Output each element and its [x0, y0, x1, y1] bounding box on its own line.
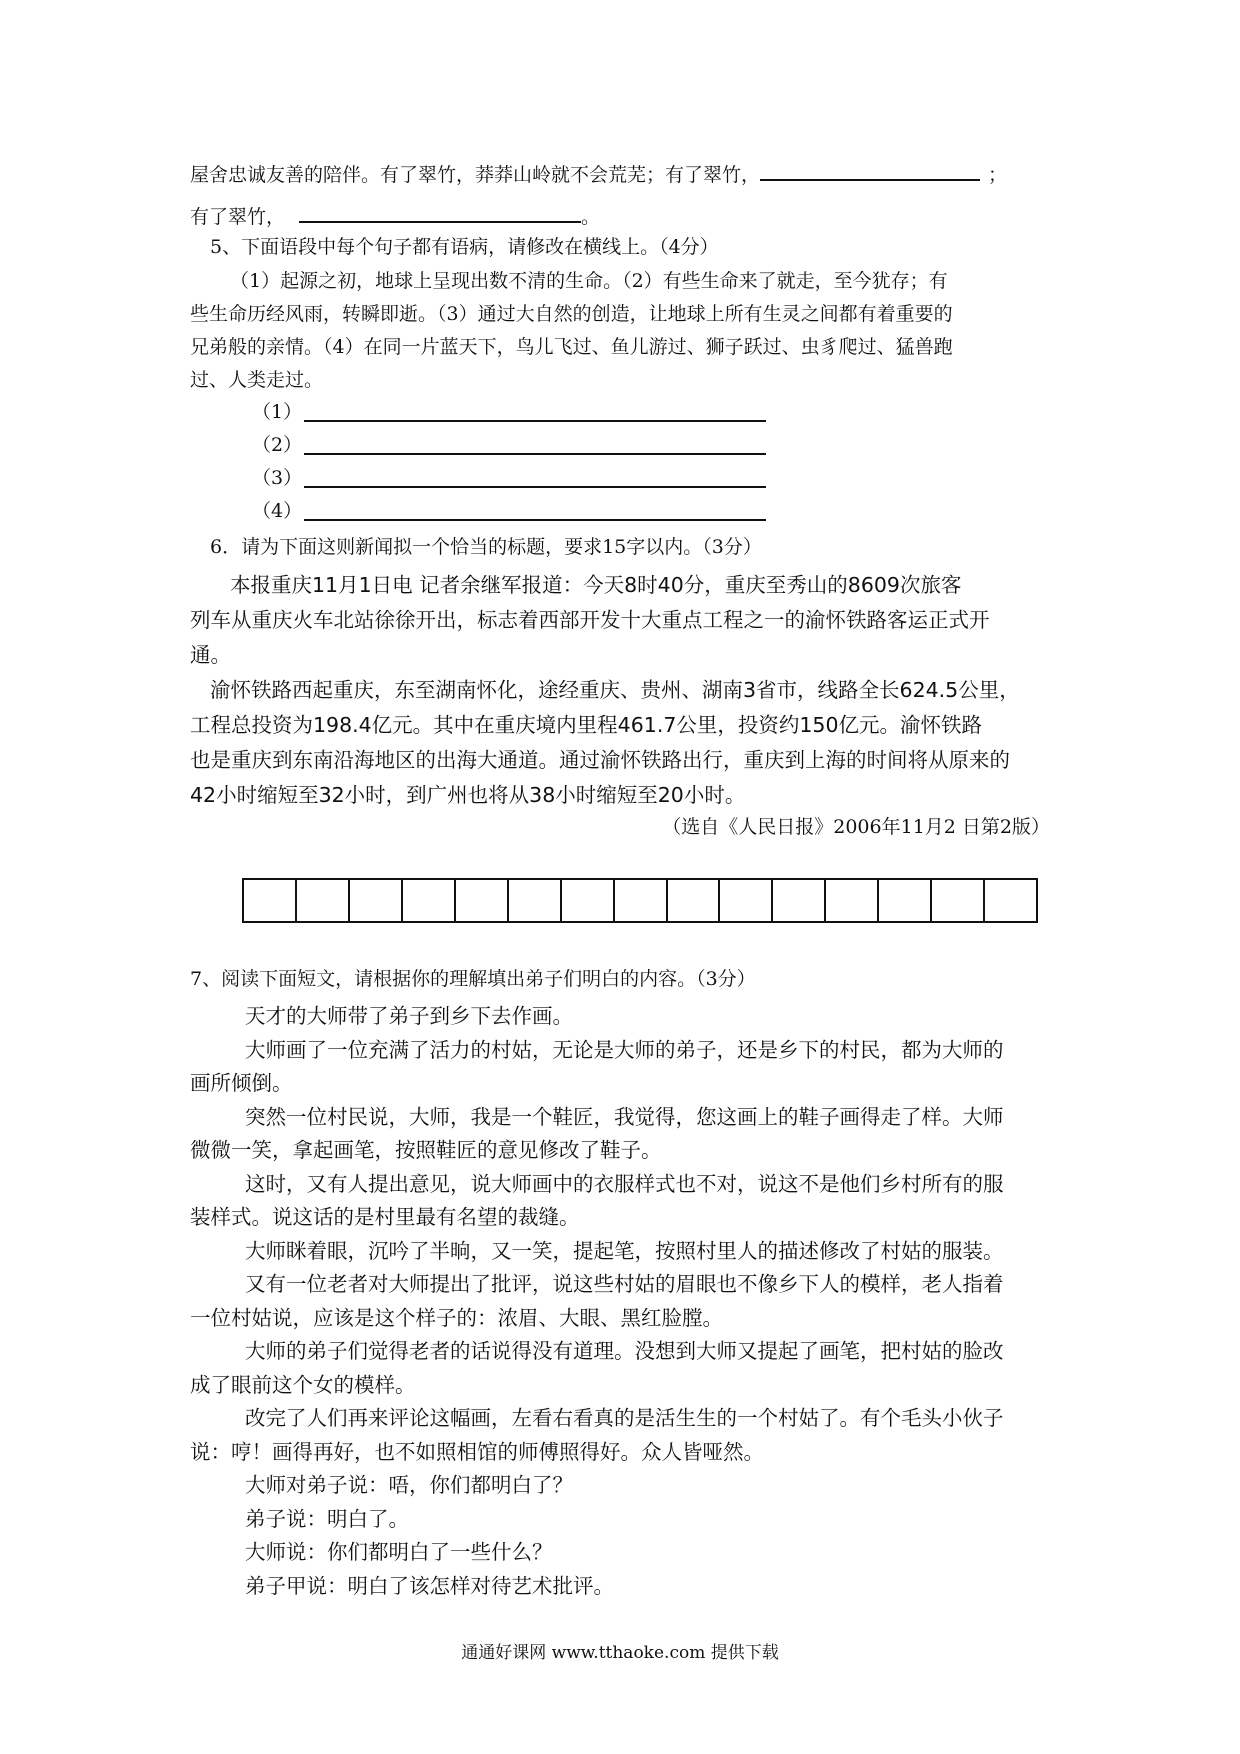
q5-para-line-4: 过、人类走过。 — [190, 369, 324, 391]
q6-news-line-6: 也是重庆到东南沿海地区的出海大通道。通过渝怀铁路出行，重庆到上海的时间将从原来的 — [190, 748, 1010, 772]
title-char-box[interactable] — [456, 880, 509, 921]
q7-story-line: 一位村姑说，应该是这个样子的：浓眉、大眼、黑红脸膛。 — [190, 1305, 723, 1330]
q5-answer-label-1: （1） — [252, 401, 303, 423]
q4-line-2-end: 。 — [581, 206, 601, 228]
q7-story-line: 突然一位村民说，大师，我是一个鞋匠，我觉得，您这画上的鞋子画得走了样。大师 — [245, 1104, 1004, 1129]
q5-answer-line-2[interactable] — [304, 453, 766, 455]
title-char-box[interactable] — [932, 880, 985, 921]
q4-line-2-text: 有了翠竹， — [190, 206, 286, 228]
q7-title: 7、阅读下面短文，请根据你的理解填出弟子们明白的内容。（3分） — [190, 968, 756, 990]
q6-news-line-7: 42小时缩短至32小时，到广州也将从38小时缩短至20小时。 — [190, 783, 746, 807]
q7-story-line: 大师说：你们都明白了一些什么？ — [245, 1540, 553, 1564]
q4-line-1-end: ； — [988, 164, 1008, 186]
title-char-box[interactable] — [668, 880, 721, 921]
q6-title: 6．请为下面这则新闻拟一个恰当的标题，要求15字以内。（3分） — [210, 536, 762, 558]
q7-story-line: 弟子说：明白了。 — [245, 1506, 409, 1531]
q7-story-line: 天才的大师带了弟子到乡下去作画。 — [245, 1004, 573, 1028]
q6-news-line-4: 渝怀铁路西起重庆，东至湖南怀化，途经重庆、贵州、湖南3省市，线路全长624.5公里， — [210, 678, 1020, 702]
q7-story-line: 画所倾倒。 — [190, 1071, 293, 1095]
title-char-box[interactable] — [773, 880, 826, 921]
title-char-box[interactable] — [297, 880, 350, 921]
q4-line-1 — [190, 166, 1007, 185]
q6-source: （选自《人民日报》2006年11月2 日第2版） — [662, 816, 1050, 838]
q7-story-line: 又有一位老者对大师提出了批评，说这些村姑的眉眼也不像乡下人的模样，老人指着 — [245, 1272, 1004, 1296]
q5-para-line-1: （1）起源之初，地球上呈现出数不清的生命。（2）有些生命来了就走，至今犹存；有 — [230, 270, 948, 292]
q4-line-2 — [190, 208, 600, 227]
title-char-box[interactable] — [879, 880, 932, 921]
title-char-box[interactable] — [615, 880, 668, 921]
q7-story-line: 弟子甲说：明白了该怎样对待艺术批评。 — [245, 1573, 614, 1598]
q7-story-line: 大师眯着眼，沉吟了半晌，又一笑，提起笔，按照村里人的描述修改了村姑的服装。 — [245, 1238, 1004, 1263]
q5-answer-label-3: （3） — [252, 467, 303, 489]
q6-news-line-2: 列车从重庆火车北站徐徐开出，标志着西部开发十大重点工程之一的渝怀铁路客运正式开 — [190, 608, 990, 632]
q5-answer-label-4: （4） — [252, 500, 303, 522]
q5-para-line-3: 兄弟般的亲情。（4）在同一片蓝天下，鸟儿飞过、鱼儿游过、狮子跃过、虫豸爬过、猛兽跑 — [190, 336, 953, 358]
q5-answer-line-4[interactable] — [304, 519, 766, 521]
q7-story-line: 说：哼！画得再好，也不如照相馆的师傅照得好。众人皆哑然。 — [190, 1439, 764, 1464]
q5-title: 5、下面语段中每个句子都有语病，请修改在横线上。（4分） — [210, 236, 719, 258]
q4-line-1-text: 屋舍忠诚友善的陪伴。有了翠竹，莽莽山岭就不会荒芜；有了翠竹， — [190, 164, 761, 186]
title-char-box[interactable] — [826, 880, 879, 921]
q7-story-line: 大师对弟子说：唔，你们都明白了？ — [245, 1473, 573, 1497]
q5-para-line-2: 些生命历经风雨，转瞬即逝。（3）通过大自然的创造，让地球上所有生灵之间都有着重要的 — [190, 303, 953, 325]
q4-blank-1[interactable] — [760, 178, 980, 181]
q6-news-line-5: 工程总投资为198.4亿元。其中在重庆境内里程461.7公里，投资约150亿元。渝怀铁路 — [190, 713, 983, 737]
page-footer: 通通好课网 www.tthaoke.com 提供下载 — [461, 1643, 779, 1663]
q5-answer-line-1[interactable] — [304, 420, 766, 422]
q7-story-line: 微微一笑，拿起画笔，按照鞋匠的意见修改了鞋子。 — [190, 1138, 662, 1162]
title-char-box[interactable] — [720, 880, 773, 921]
q6-news-line-1: 本报重庆11月1日电 记者余继军报道：今天8时40分，重庆至秀山的8609次旅客 — [230, 573, 962, 597]
q7-story-line: 改完了人们再来评论这幅画，左看右看真的是活生生的一个村姑了。有个毛头小伙子 — [245, 1406, 1004, 1430]
q7-story-line: 这时，又有人提出意见，说大师画中的衣服样式也不对，说这不是他们乡村所有的服 — [245, 1171, 1004, 1196]
q5-answer-line-3[interactable] — [304, 486, 766, 488]
q6-news-line-3: 通。 — [190, 643, 231, 667]
title-char-box[interactable] — [562, 880, 615, 921]
q7-story-line: 装样式。说这话的是村里最有名望的裁缝。 — [190, 1205, 580, 1229]
q4-blank-2[interactable] — [299, 220, 581, 223]
title-answer-grid — [242, 878, 1038, 923]
q7-story-line: 大师画了一位充满了活力的村姑，无论是大师的弟子，还是乡下的村民，都为大师的 — [245, 1037, 1004, 1062]
title-char-box[interactable] — [509, 880, 562, 921]
title-char-box[interactable] — [403, 880, 456, 921]
q7-story-line: 大师的弟子们觉得老者的话说得没有道理。没想到大师又提起了画笔，把村姑的脸改 — [245, 1339, 1004, 1363]
title-char-box[interactable] — [244, 880, 297, 921]
q7-story-line: 成了眼前这个女的模样。 — [190, 1372, 416, 1397]
title-char-box[interactable] — [350, 880, 403, 921]
title-char-box[interactable] — [985, 880, 1036, 921]
q5-answer-label-2: （2） — [252, 434, 303, 456]
